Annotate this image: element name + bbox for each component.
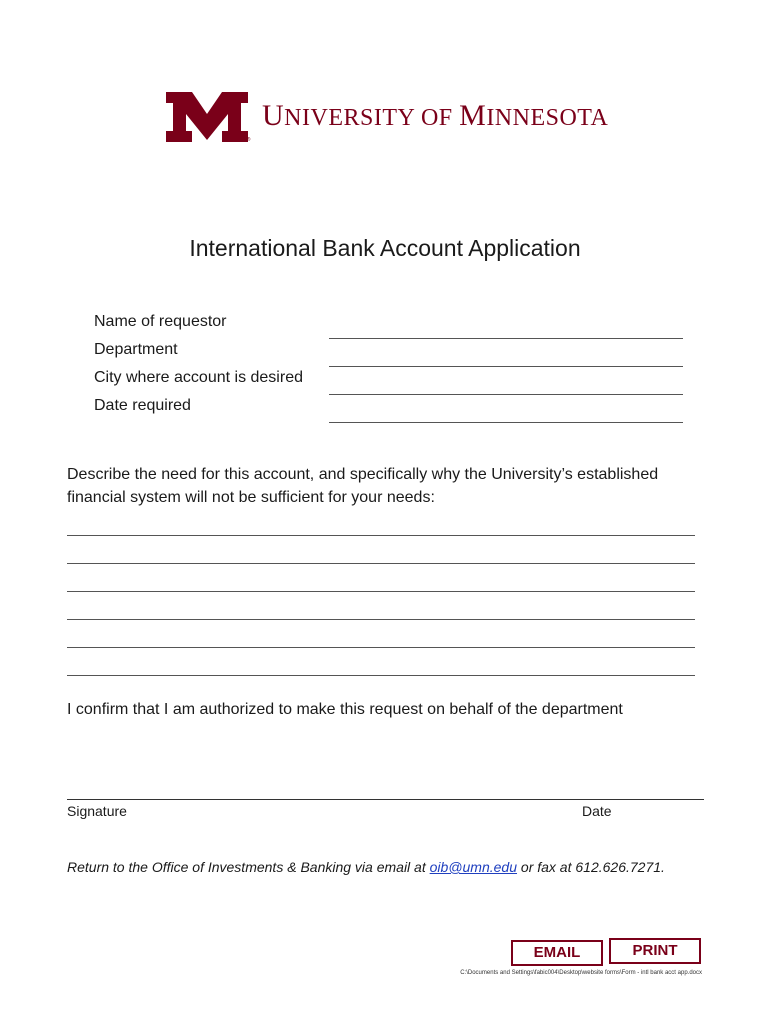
return-prefix: Return to the Office of Investments & Banking via email at: [67, 859, 430, 875]
department-line[interactable]: [329, 366, 683, 367]
description-line[interactable]: [67, 563, 695, 564]
confirm-statement: I confirm that I am authorized to make this request on behalf of the department: [67, 701, 623, 718]
university-wordmark: [262, 101, 608, 133]
describe-prompt: Describe the need for this account, and specifically why the University’s established financial system will not be sufficient for your needs:: [67, 466, 659, 506]
print-button[interactable]: PRINT: [609, 938, 701, 964]
date-required-line[interactable]: [329, 422, 683, 423]
wordmark-part: NIVERSITY OF: [284, 105, 460, 131]
field-label-city: City where account is desired: [94, 369, 303, 386]
field-label-department: Department: [94, 341, 178, 358]
description-line[interactable]: [67, 675, 695, 676]
email-button[interactable]: EMAIL: [511, 940, 603, 966]
wordmark-part: M: [459, 99, 487, 132]
svg-text:®: ®: [246, 137, 251, 143]
description-line[interactable]: [67, 591, 695, 592]
requestor-name-line[interactable]: [329, 338, 683, 339]
wordmark-part: INNESOTA: [486, 105, 609, 131]
return-instructions: [67, 858, 665, 876]
wordmark-part: U: [262, 99, 285, 132]
email-link[interactable]: oib@umn.edu: [429, 859, 518, 875]
file-path: C:\Documents and Settings\fabic004\Desktop\website forms\Form - intl bank acct app.docx: [460, 970, 702, 976]
field-label-date-required: Date required: [94, 397, 191, 414]
description-line[interactable]: [67, 619, 695, 620]
signature-label: Signature: [67, 803, 127, 819]
city-line[interactable]: [329, 394, 683, 395]
field-label-requestor: Name of requestor: [94, 313, 227, 330]
description-line[interactable]: [67, 647, 695, 648]
form-title: International Bank Account Application: [189, 235, 581, 261]
description-line[interactable]: [67, 535, 695, 536]
return-suffix: or fax at 612.626.7271.: [517, 859, 665, 875]
date-label: Date: [582, 803, 612, 819]
signature-line[interactable]: [67, 799, 704, 800]
university-m-logo: [166, 92, 251, 143]
